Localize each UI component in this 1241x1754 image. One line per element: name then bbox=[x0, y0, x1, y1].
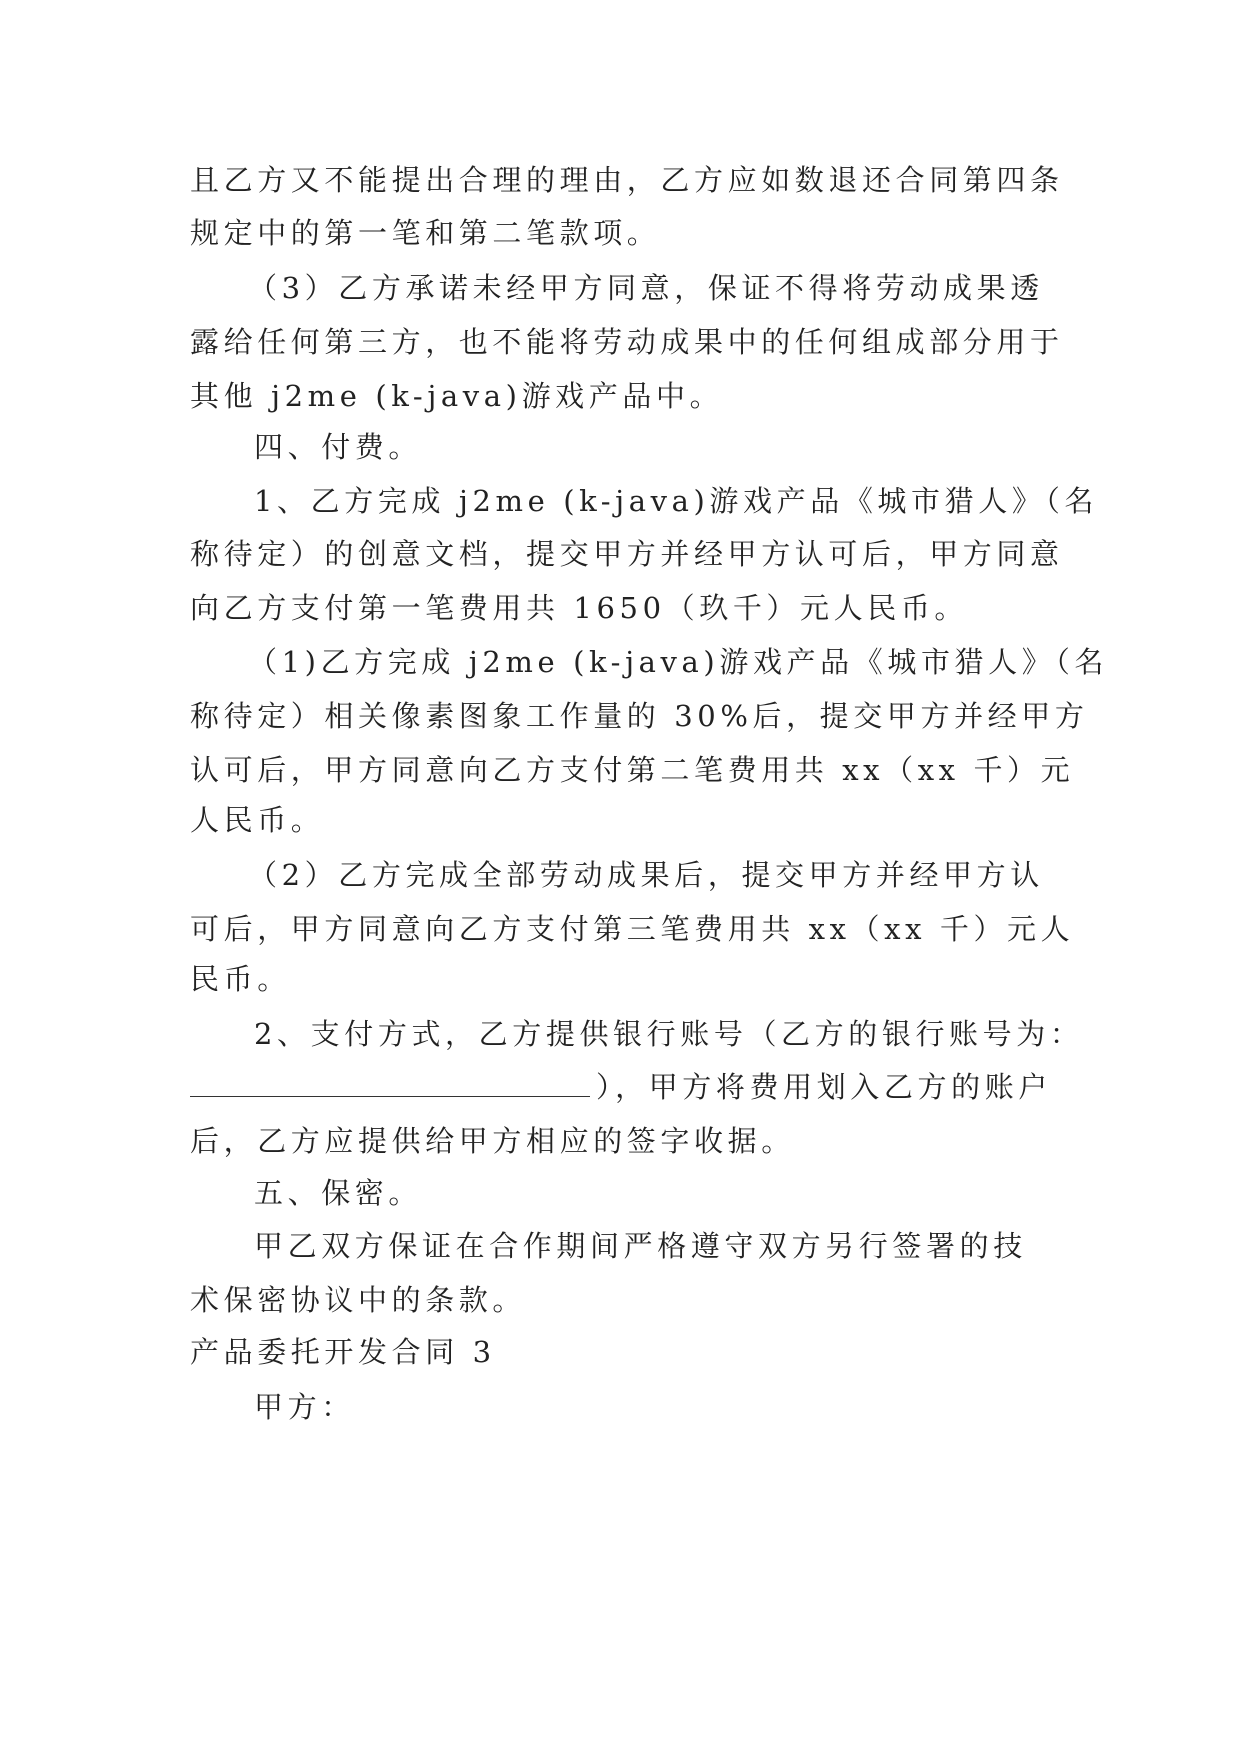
bank-account-blank bbox=[190, 1068, 590, 1097]
section-heading: 四、付费。 bbox=[254, 430, 423, 464]
text-line: （1)乙方完成 j2me (k-java)游戏产品《城市猎人》（名 bbox=[248, 645, 1109, 679]
text-line: 向乙方支付第一笔费用共 1650（玖千）元人民币。 bbox=[190, 591, 969, 625]
contract-title: 产品委托开发合同 3 bbox=[190, 1335, 496, 1369]
text-line: 称待定）相关像素图象工作量的 30%后，提交甲方并经甲方 bbox=[190, 699, 1089, 733]
text-line: 2、支付方式，乙方提供银行账号（乙方的银行账号为： bbox=[254, 1017, 1084, 1051]
text-line: 民币。 bbox=[190, 962, 291, 996]
text-line: 1、乙方完成 j2me (k-java)游戏产品《城市猎人》（名 bbox=[254, 484, 1099, 518]
text-line: 认可后，甲方同意向乙方支付第二笔费用共 xx（xx 千）元 bbox=[190, 753, 1075, 787]
text-line: 术保密协议中的条款。 bbox=[190, 1283, 527, 1317]
text-line: ），甲方将费用划入乙方的账户 bbox=[596, 1070, 1052, 1104]
text-line: 人民币。 bbox=[190, 803, 325, 837]
text-line: （2）乙方完成全部劳动成果后，提交甲方并经甲方认 bbox=[248, 858, 1044, 892]
text-line: 规定中的第一笔和第二笔款项。 bbox=[190, 216, 661, 250]
text-line: 露给任何第三方，也不能将劳动成果中的任何组成部分用于 bbox=[190, 325, 1064, 359]
text-line: （3）乙方承诺未经甲方同意，保证不得将劳动成果透 bbox=[248, 271, 1044, 305]
party-a-label: 甲方： bbox=[254, 1390, 355, 1424]
text-line: 且乙方又不能提出合理的理由，乙方应如数退还合同第四条 bbox=[190, 163, 1064, 197]
text-line: 可后，甲方同意向乙方支付第三笔费用共 xx（xx 千）元人 bbox=[190, 912, 1075, 946]
text-line: 称待定）的创意文档，提交甲方并经甲方认可后，甲方同意 bbox=[190, 537, 1064, 571]
section-heading: 五、保密。 bbox=[254, 1176, 423, 1210]
text-line: 其他 j2me (k-java)游戏产品中。 bbox=[190, 379, 724, 413]
text-line: 后，乙方应提供给甲方相应的签字收据。 bbox=[190, 1124, 795, 1158]
bank-account-line bbox=[190, 1067, 1052, 1107]
text-line: 甲乙双方保证在合作期间严格遵守双方另行签署的技 bbox=[254, 1229, 1027, 1263]
